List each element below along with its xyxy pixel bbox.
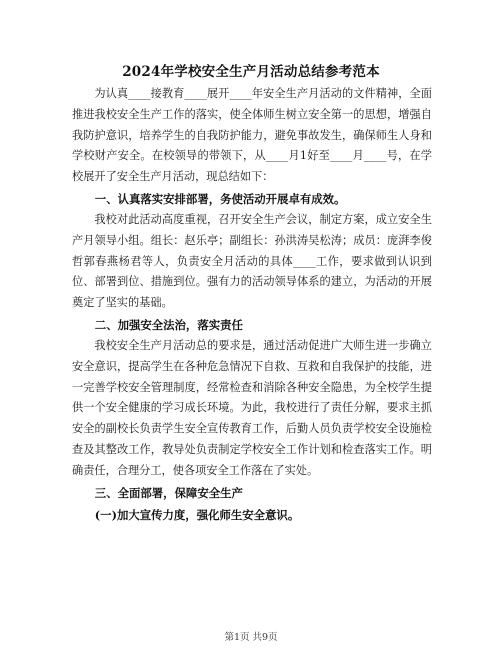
document-body <box>72 84 432 526</box>
document-title: 2024年学校安全生产月活动总结参考范本 <box>122 64 380 80</box>
intro-paragraph: 为认真____接教育____展开____年安全生产月活动的文件精神，全面推进我校安全生产工作的落实，使全体师生树立安全第一的思想，增强自我防护意识，培养学生的自我防护能力，避免事故发生，确保师生人身和学校财产安全。在校领导的带领下，从____月1好至____月____号，在学校展开了安全生产月活动，现总结如下： <box>72 87 432 184</box>
section-3-heading: 三、全面部署，保障安全生产 <box>94 485 243 500</box>
page-number-footer: 第1页 共9页 <box>224 632 278 643</box>
section-3-subheading: (一)加大宣传力度，强化师生安全意识。 <box>94 507 300 522</box>
section-1-heading: 一、认真落实安排部署，务使活动开展卓有成效。 <box>94 191 346 206</box>
section-2-heading: 二、加强安全法治，落实责任 <box>94 317 243 332</box>
section-1-paragraph: 我校对此活动高度重视，召开安全生产会议，制定方案，成立安全生产月领导小组。组长：赵乐亭；副组长：孙洪涛吴松涛；成员：庞湃李俊哲郭春燕杨君等人，负责安全月活动的具体____工作，要求做到认识到位、部署到位、措施到位。强有力的活动领导体系的建立，为活动的开展奠定了坚实的基础。 <box>72 212 432 310</box>
section-2-paragraph: 我校安全生产月活动总的要求是，通过活动促进广大师生进一步确立安全意识，提高学生在各种危急情况下自救、互救和自我保护的技能，进一完善学校安全管理制度，经常检查和消除各种安全隐患，为全校学生提供一个安全健康的学习成长环境。为此，我校进行了责任分解，要求主抓安全的副校长负责学生安全宣传教育工作，后勤人员负责学校安全设施检查及其整改工作，教导处负责制定学校安全工作计划和检查落实工作。明确责任，合理分工，使各项安全工作落在了实处。 <box>72 338 432 477</box>
